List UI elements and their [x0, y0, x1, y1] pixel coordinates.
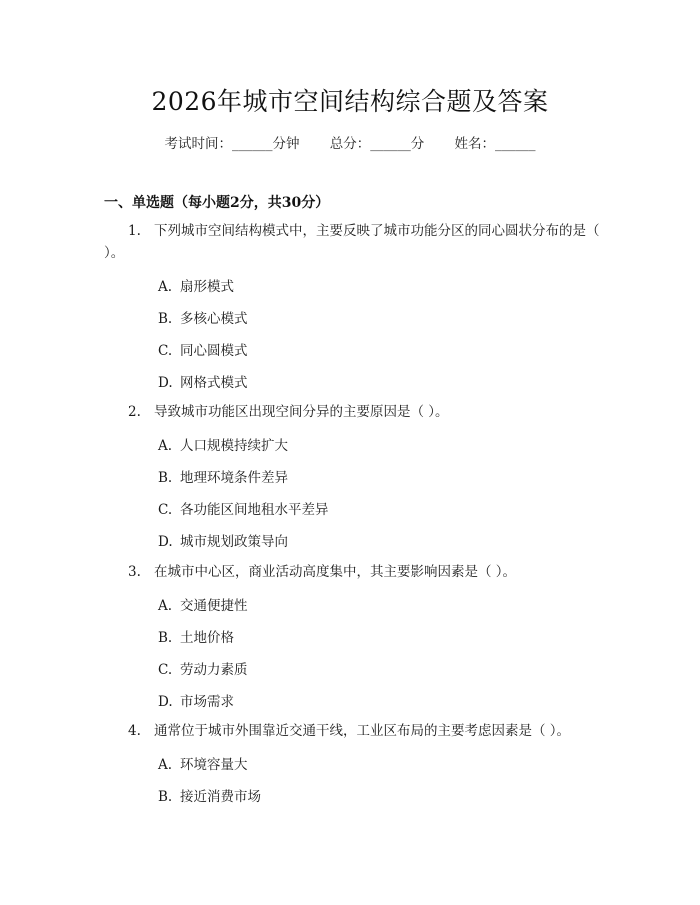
option-letter: B.	[158, 630, 173, 646]
option-letter: B.	[158, 311, 173, 327]
question-3	[104, 561, 604, 583]
question-2-option-a	[158, 434, 288, 454]
page-title: 2026年城市空间结构综合题及答案	[151, 87, 549, 116]
question-3-option-b	[158, 626, 234, 646]
option-text: 同心圆模式	[180, 343, 248, 359]
question-text: 下列城市空间结构模式中，主要反映了城市功能分区的同心圆状分布的是（ ）。	[104, 223, 600, 261]
question-number: 3.	[128, 564, 141, 580]
question-number: 4.	[128, 723, 141, 739]
option-letter: A.	[158, 757, 173, 773]
question-3-option-a	[158, 594, 248, 614]
option-text: 接近消费市场	[180, 789, 261, 805]
question-text: 在城市中心区，商业活动高度集中，其主要影响因素是（ ）。	[154, 564, 517, 580]
question-2	[104, 401, 604, 423]
name-field: 姓名：______	[454, 136, 536, 152]
option-letter: C.	[158, 343, 173, 359]
option-letter: D.	[158, 375, 173, 391]
option-letter: A.	[158, 598, 173, 614]
total-score-field: 总分：______分	[329, 136, 425, 152]
option-letter: C.	[158, 502, 173, 518]
question-text: 通常位于城市外围靠近交通干线，工业区布局的主要考虑因素是（ ）。	[154, 723, 571, 739]
option-text: 人口规模持续扩大	[180, 438, 288, 454]
exam-meta	[0, 132, 700, 152]
option-text: 城市规划政策导向	[180, 534, 288, 550]
option-text: 地理环境条件差异	[180, 470, 288, 486]
question-number: 1.	[128, 223, 141, 239]
question-3-option-d	[158, 690, 234, 710]
question-1-option-a	[158, 275, 234, 295]
question-4	[104, 720, 604, 742]
option-text: 多核心模式	[180, 311, 248, 327]
section-heading: 一、单选题（每小题2分，共30分）	[104, 195, 330, 211]
option-letter: C.	[158, 662, 173, 678]
option-text: 土地价格	[180, 630, 234, 646]
question-2-option-b	[158, 466, 288, 486]
question-number: 2.	[128, 404, 141, 420]
option-text: 交通便捷性	[180, 598, 248, 614]
option-text: 各功能区间地租水平差异	[180, 502, 329, 518]
option-letter: B.	[158, 470, 173, 486]
exam-time-field: 考试时间：______分钟	[164, 136, 300, 152]
question-1	[104, 220, 604, 264]
option-letter: B.	[158, 789, 173, 805]
question-2-option-c	[158, 498, 329, 518]
question-3-option-c	[158, 658, 248, 678]
option-letter: D.	[158, 534, 173, 550]
option-text: 扇形模式	[180, 279, 234, 295]
option-letter: D.	[158, 694, 173, 710]
option-text: 劳动力素质	[180, 662, 248, 678]
question-2-option-d	[158, 530, 288, 550]
question-1-option-b	[158, 307, 248, 327]
option-text: 市场需求	[180, 694, 234, 710]
question-1-option-d	[158, 371, 248, 391]
option-letter: A.	[158, 279, 173, 295]
question-1-option-c	[158, 339, 248, 359]
option-text: 网格式模式	[180, 375, 248, 391]
question-4-option-b	[158, 785, 261, 805]
question-text: 导致城市功能区出现空间分异的主要原因是（ ）。	[154, 404, 449, 420]
option-letter: A.	[158, 438, 173, 454]
question-4-option-a	[158, 753, 248, 773]
option-text: 环境容量大	[180, 757, 248, 773]
